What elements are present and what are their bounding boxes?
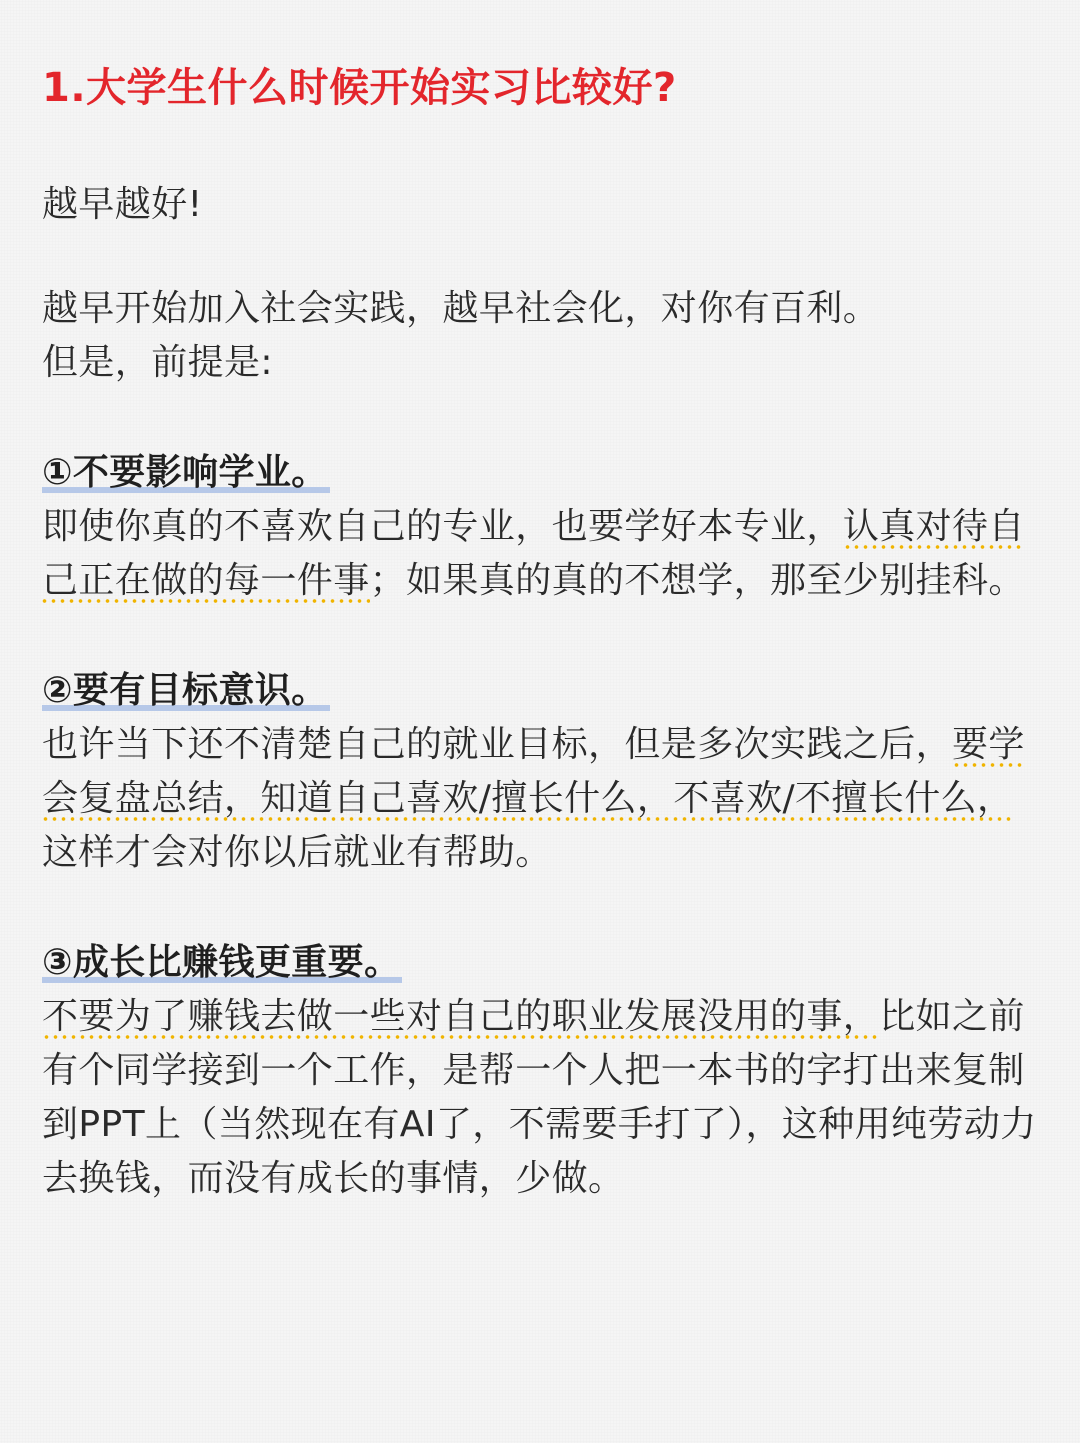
point-body (42, 718, 1040, 880)
point-1 (42, 446, 1040, 608)
point-body-emphasis: 不要为了赚钱去做一些对自己的职业发展没用的事， (42, 996, 879, 1040)
point-body-emphasis: 认真对待自己正在做的每一件事 (42, 506, 1025, 604)
intro-paragraph (42, 282, 1040, 390)
point-heading (42, 664, 1040, 718)
intro-line-2: 但是，前提是: (42, 342, 273, 383)
point-body-text: 这样才会对你以后就业有帮助。 (42, 832, 552, 873)
point-body (42, 500, 1040, 608)
point-heading (42, 446, 1040, 500)
point-body (42, 990, 1040, 1206)
point-body-text: 比如之前有个同学接到一个工作，是帮一个人把一本书的字打出来复制到PPT上（当然现在有AI了，不需要手打了），这种用纯劳动力去换钱，而没有成长的事情，少做。 (42, 996, 1037, 1199)
point-body-emphasis: 要学会复盘总结，知道自己喜欢/擅长什么，不喜欢/不擅长什么， (42, 724, 1025, 822)
answer-text: 越早越好! (42, 184, 203, 225)
point-body-text: 即使你真的不喜欢自己的专业，也要学好本专业， (42, 506, 843, 547)
point-body-text: 也许当下还不清楚自己的就业目标，但是多次实践之后， (42, 724, 953, 765)
intro-line-1: 越早开始加入社会实践，越早社会化，对你有百利。 (42, 288, 880, 329)
point-3 (42, 936, 1040, 1206)
point-body-text: ；如果真的真的不想学，那至少别挂科。 (369, 560, 1025, 601)
article-title: 1.大学生什么时候开始实习比较好? (42, 65, 677, 111)
point-heading-text: ③成长比赚钱更重要。 (42, 942, 401, 983)
point-heading (42, 936, 1040, 990)
point-heading-text: ②要有目标意识。 (42, 670, 328, 711)
point-heading-text: ①不要影响学业。 (42, 452, 328, 493)
point-2 (42, 664, 1040, 880)
